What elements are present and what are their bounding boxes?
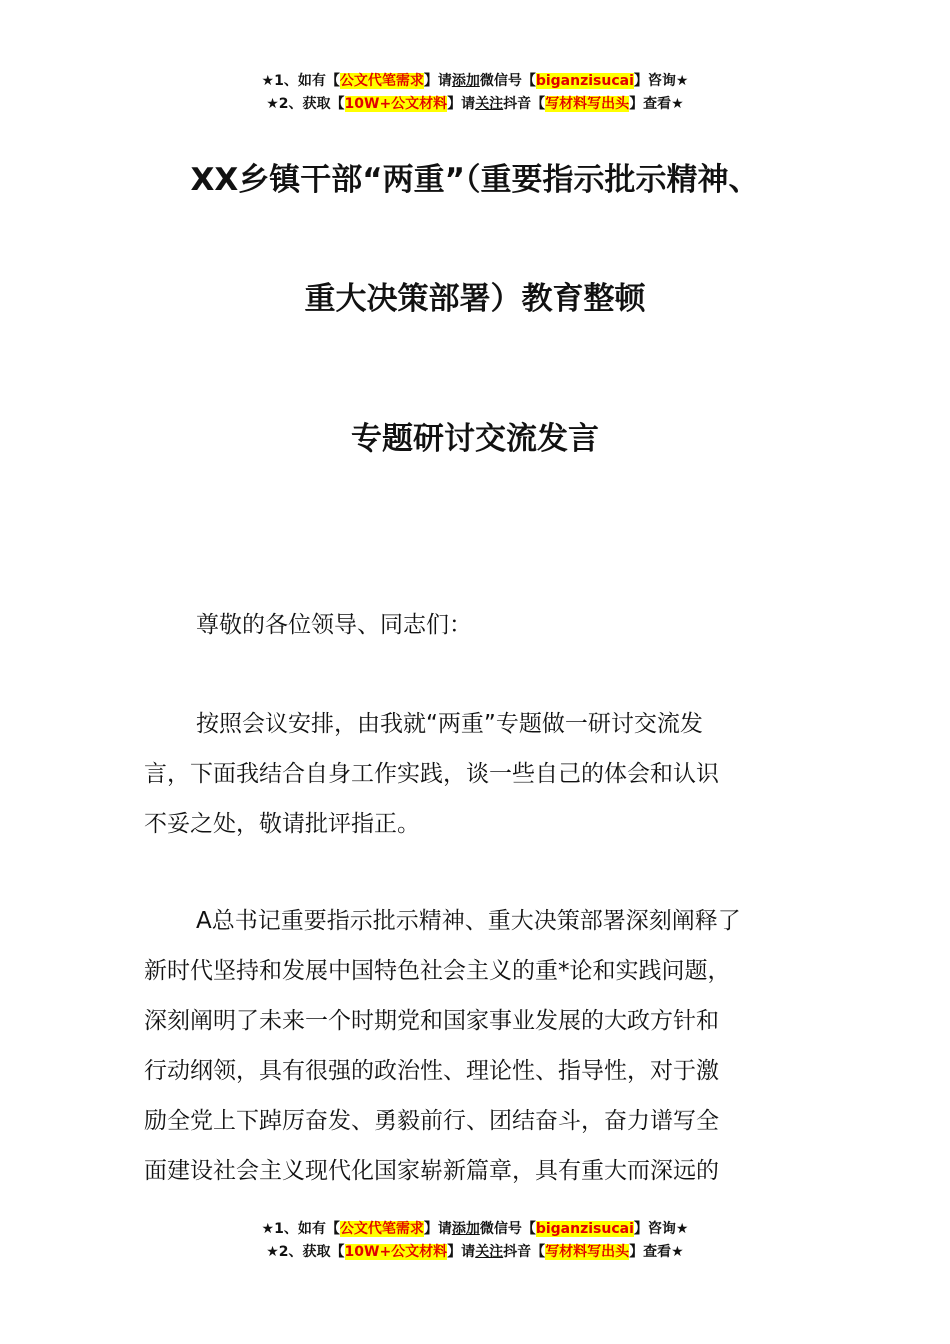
paragraph-line: 行动纲领，具有很强的政治性、理论性、指导性，对于激 bbox=[144, 1058, 719, 1084]
header-banner bbox=[0, 70, 950, 116]
underlined-add: 添加 bbox=[451, 73, 480, 89]
doc-title-line-1: XX乡镇干部“两重”（重要指示批示精神、 bbox=[190, 162, 760, 198]
paragraph-line: 新时代坚持和发展中国特色社会主义的重*论和实践问题， bbox=[144, 958, 731, 984]
header-line-2: ★2、获取【10W+公文材料】请关注抖音【写材料写出头】查看★ bbox=[266, 96, 684, 112]
doc-title-line-2: 重大决策部署）教育整顿 bbox=[304, 281, 646, 317]
header-line-1: ★1、如有【公文代笔需求】请添加微信号【biganzisucai】咨询★ bbox=[261, 73, 689, 89]
highlight-materials: 10W+公文材料 bbox=[344, 96, 448, 112]
doc-title-line-3: 专题研讨交流发言 bbox=[351, 421, 599, 457]
paragraph-line: 不妥之处，敬请批评指正。 bbox=[144, 811, 420, 837]
underlined-follow: 关注 bbox=[475, 1244, 504, 1260]
footer-line-1: ★1、如有【公文代笔需求】请添加微信号【biganzisucai】咨询★ bbox=[261, 1221, 689, 1237]
highlight-service: 公文代笔需求 bbox=[339, 1221, 424, 1237]
underlined-add: 添加 bbox=[451, 1221, 480, 1237]
salutation: 尊敬的各位领导、同志们： bbox=[196, 612, 472, 638]
highlight-service: 公文代笔需求 bbox=[339, 73, 424, 89]
paragraph-line: 励全党上下踔厉奋发、勇毅前行、团结奋斗，奋力谱写全 bbox=[144, 1108, 719, 1134]
paragraph-line: 面建设社会主义现代化国家崭新篇章，具有重大而深远的 bbox=[144, 1158, 719, 1184]
underlined-follow: 关注 bbox=[475, 96, 504, 112]
footer-banner bbox=[0, 1218, 950, 1264]
wechat-id: biganzisucai bbox=[535, 73, 634, 89]
douyin-account: 写材料写出头 bbox=[545, 96, 630, 112]
paragraph-2 bbox=[144, 896, 808, 1196]
footer-line-2: ★2、获取【10W+公文材料】请关注抖音【写材料写出头】查看★ bbox=[266, 1244, 684, 1260]
paragraph-line: 言，下面我结合自身工作实践，谈一些自己的体会和认识 bbox=[144, 761, 719, 787]
highlight-materials: 10W+公文材料 bbox=[344, 1244, 448, 1260]
paragraph-line: A总书记重要指示批示精神、重大决策部署深刻阐释了 bbox=[196, 908, 741, 934]
paragraph-line: 按照会议安排，由我就“两重”专题做一研讨交流发 bbox=[196, 711, 703, 737]
paragraph-1 bbox=[144, 699, 808, 849]
wechat-id: biganzisucai bbox=[535, 1221, 634, 1237]
douyin-account: 写材料写出头 bbox=[545, 1244, 630, 1260]
paragraph-line: 深刻阐明了未来一个时期党和国家事业发展的大政方针和 bbox=[144, 1008, 719, 1034]
